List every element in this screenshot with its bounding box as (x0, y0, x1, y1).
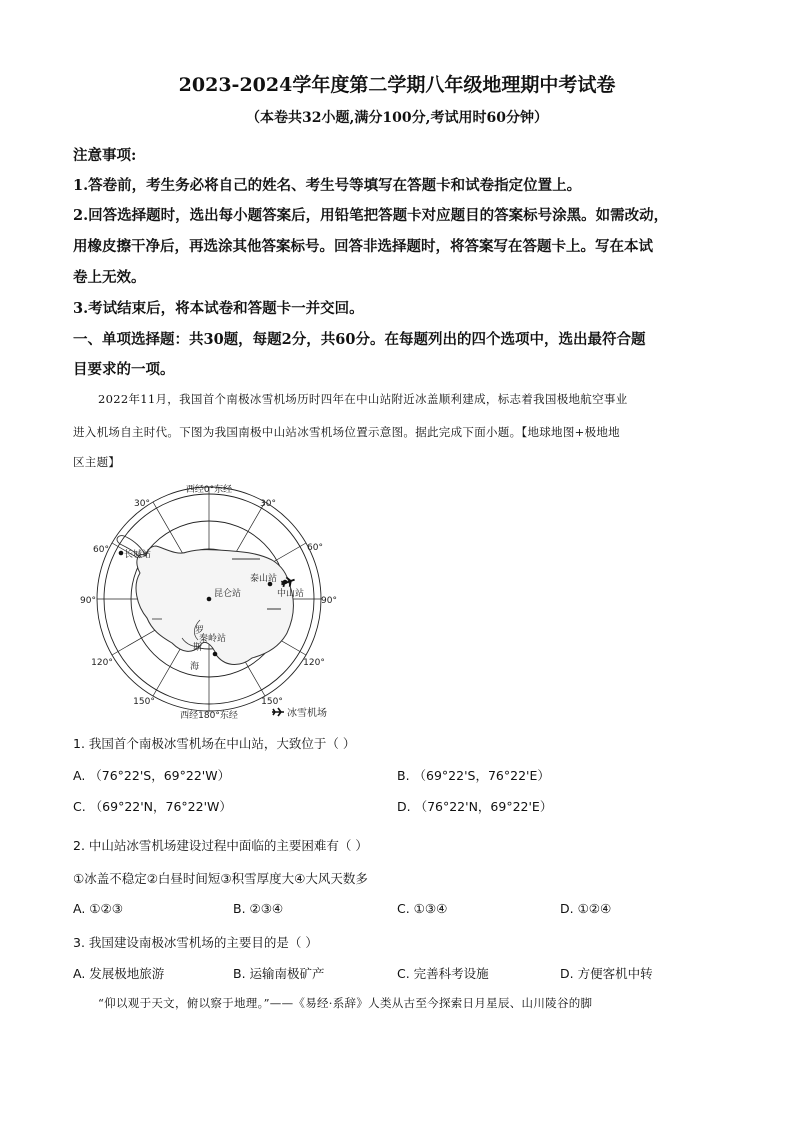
note-item-2-line-3: 卷上无效。 (73, 269, 146, 286)
passage-1-line-1: 2022年11月，我国首个南极冰雪机场历时四年在中山站附近冰盖顺利建成，标志着我国极地航空事业 (98, 392, 628, 406)
ross-sea-label-3: 海 (190, 662, 200, 672)
zhongshan-station-label: 中山站 (277, 589, 305, 599)
antarctica-coastline (136, 546, 294, 665)
note-item-2-line-2: 用橡皮擦干净后，再选涂其他答案标号。回答非选择题时，将答案写在答题卡上。写在本试 (73, 238, 653, 255)
q2-option-d: D. ①②④ (560, 901, 612, 916)
kunlun-station-label: 昆仑站 (214, 589, 242, 599)
map-lon-right-30: 30° (260, 499, 276, 509)
map-lon-right-150: 150° (261, 697, 283, 707)
section-1-instructions-line-1: 一、单项选择题：共30题，每题2分，共60分。在每题列出的四个选项中，选出最符合题 (73, 331, 646, 348)
q2-stem: 2. 中山站冰雪机场建设过程中面临的主要困难有（ ） (73, 838, 368, 853)
map-lon-left-60: 60° (93, 545, 109, 555)
note-item-3: 3.考试结束后，将本试卷和答题卡一并交回。 (73, 300, 364, 317)
q3-option-b: B. 运输南极矿产 (233, 966, 325, 981)
q1-option-b: B. （69°22'S，76°22'E） (397, 768, 550, 783)
great-wall-station-dot (119, 551, 124, 556)
map-lon-left-90: 90° (80, 596, 96, 606)
note-item-2-line-1: 2.回答选择题时，选出每小题答案后，用铅笔把答题卡对应题目的答案标号涂黑。如需改动， (73, 207, 669, 224)
map-lon-right-120: 120° (303, 658, 325, 668)
map-legend (272, 706, 327, 719)
q3-option-c: C. 完善科考设施 (397, 966, 489, 981)
q2-option-c: C. ①③④ (397, 901, 448, 916)
map-label-bottom: 西经180°东经 (180, 711, 238, 721)
taishan-station-label: 泰山站 (250, 574, 278, 584)
map-lon-left-120: 120° (91, 658, 113, 668)
qinling-station-dot (213, 652, 218, 657)
map-lon-right-90: 90° (321, 596, 337, 606)
map-lon-left-150: 150° (133, 697, 155, 707)
note-item-1: 1.答卷前，考生务必将自己的姓名、考生号等填写在答题卡和试卷指定位置上。 (73, 177, 582, 194)
q3-stem: 3. 我国建设南极冰雪机场的主要目的是（ ） (73, 935, 318, 950)
ross-sea-label-2: 斯 (193, 643, 203, 653)
passage-1-line-2: 进入机场自主时代。下图为我国南极中山站冰雪机场位置示意图。据此完成下面小题。【地球地图+极地地 (73, 425, 620, 439)
q1-option-d: D. （76°22'N，69°22'E） (397, 799, 553, 814)
antarctica-map (82, 478, 352, 722)
exam-title: 2023-2024学年度第二学期八年级地理期中考试卷 (178, 74, 616, 96)
map-lon-right-60: 60° (307, 543, 323, 553)
q3-option-d: D. 方便客机中转 (560, 966, 653, 981)
map-label-top: 西经0°东经 (185, 485, 233, 495)
map-lon-left-30: 30° (134, 499, 150, 509)
passage-2-line-1: “仰以观于天文，俯以察于地理。”——《易经·系辞》人类从古至今探索日月星辰、山川陵谷的脚 (98, 996, 593, 1010)
q2-items: ①冰盖不稳定②白昼时间短③积雪厚度大④大风天数多 (73, 871, 368, 886)
qinling-station-label: 秦岭站 (199, 634, 227, 644)
q2-option-a: A. ①②③ (73, 901, 123, 916)
section-1-instructions-line-2: 目要求的一项。 (73, 361, 175, 378)
q1-stem: 1. 我国首个南极冰雪机场在中山站，大致位于（ ） (73, 736, 356, 751)
great-wall-station-label: 长城站 (124, 550, 152, 560)
ross-sea-label-1: 罗 (195, 626, 205, 636)
legend-airport-label: 冰雪机场 (287, 708, 327, 719)
passage-1-line-3: 区主题】 (73, 455, 121, 469)
exam-subtitle: （本卷共32小题,满分100分,考试用时60分钟） (246, 110, 548, 126)
q2-option-b: B. ②③④ (233, 901, 284, 916)
notes-heading: 注意事项: (73, 147, 137, 164)
legend-airplane-icon (272, 708, 284, 716)
q3-option-a: A. 发展极地旅游 (73, 966, 165, 981)
q1-option-c: C. （69°22'N，76°22'W） (73, 799, 232, 814)
q1-option-a: A. （76°22'S，69°22'W） (73, 768, 231, 783)
kunlun-station-dot (207, 597, 212, 602)
